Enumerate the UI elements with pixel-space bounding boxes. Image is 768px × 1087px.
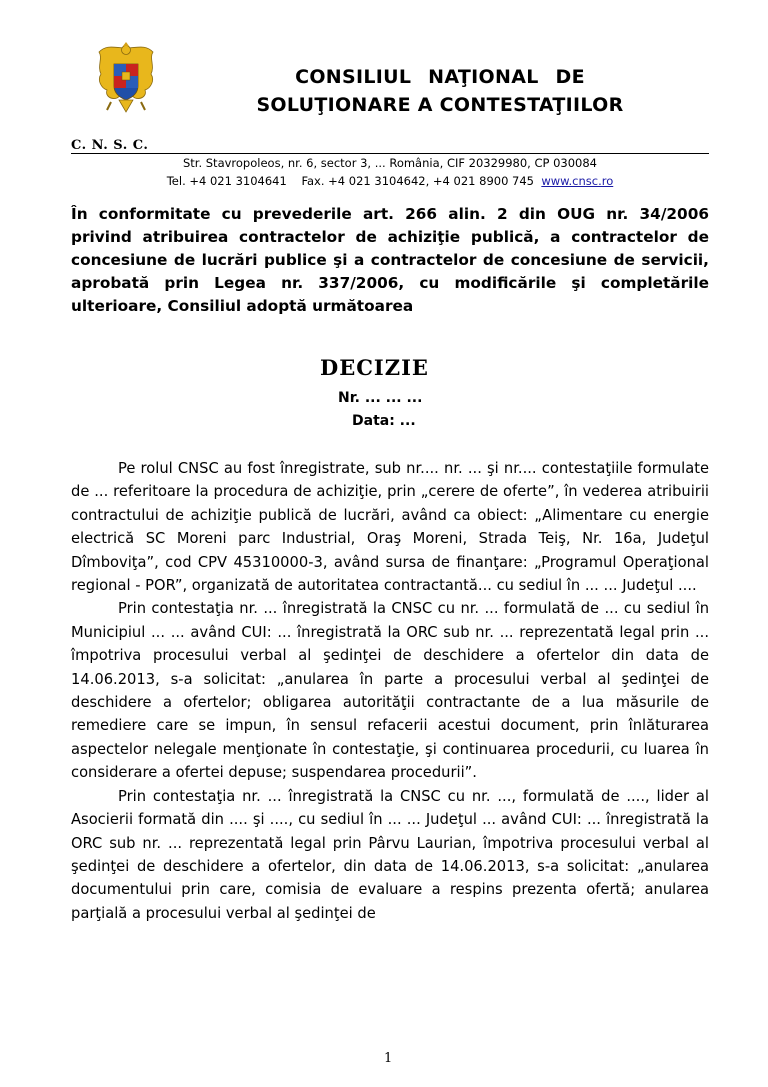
address-line: Str. Stavropoleos, nr. 6, sector 3, ... România, CIF 20329980, CP 030084 bbox=[182, 156, 598, 170]
website-link[interactable]: www.cnsc.ro bbox=[541, 174, 614, 188]
intro-paragraph: În conformitate cu prevederile art. 266 alin. 2 din OUG nr. 34/2006 privind atribuirea contractelor de achiziţie publică, a contractelor de concesiune de lucrări publice şi a contractelor de concesiune de servicii, aprobată prin Legea nr. 337/2006, cu modificările şi completările ulterioare, Consiliul adoptă următoarea bbox=[71, 205, 709, 315]
institution-abbreviation: C. N. S. C. bbox=[71, 138, 149, 153]
page-number: 1 bbox=[384, 1051, 393, 1066]
decision-body bbox=[71, 457, 709, 925]
header-divider bbox=[71, 153, 709, 154]
phone-text: Tel. +4 021 3104641 bbox=[166, 174, 287, 188]
decision-title: DECIZIE bbox=[320, 355, 429, 380]
institution-title-line2: SOLUŢIONARE A CONTESTAŢIILOR bbox=[256, 94, 624, 116]
romanian-coat-of-arms-icon bbox=[93, 42, 159, 120]
decision-number: Nr. ... ... ... bbox=[338, 390, 423, 406]
decision-date: Data: ... bbox=[352, 413, 416, 429]
body-paragraph: Pe rolul CNSC au fost înregistrate, sub nr.... nr. ... şi nr.... contestaţiile formulate de ... referitoare la procedura de achiziţie, prin „cerere de oferte”, în vederea atribuirii contractului de achiziţie publică de lucrări, având ca obiect: „Alimentare cu energie electrică SC Moreni parc Industrial, Oraş Moreni, Strada Teiş, Nr. 16a, Judeţul Dîmboviţa”, cod CPV 45310000-3, având sursa de finanţare: „Programul Operaţional regional - POR”, organizată de autoritatea contractantă... cu sediul în ... ... Judeţul .... bbox=[71, 460, 709, 595]
fax-text: Fax. +4 021 3104642, +4 021 8900 745 bbox=[301, 174, 535, 188]
institution-title-line1: CONSILIUL NAŢIONAL DE bbox=[295, 66, 585, 88]
body-paragraph: Prin contestaţia nr. ... înregistrată la CNSC cu nr. ..., formulată de ...., lider al Asocierii formată din .... şi ...., cu sediul în ... ... Judeţul ... având CUI: ... înregistrată la ORC sub nr. ... reprezentată legal prin Pârvu Laurian, împotriva procesului verbal al şedinţei de deschidere a ofertelor, din data de 14.06.2013, s-a solicitat: „anularea documentului prin care, comisia de evaluare a respins prezenta ofertă; anularea parţială a procesului verbal al şedinţei de bbox=[71, 787, 709, 922]
body-paragraph: Prin contestaţia nr. ... înregistrată la CNSC cu nr. ... formulată de ... cu sediul în Municipiul ... ... având CUI: ... înregistrată la ORC sub nr. ... reprezentată legal prin ... împotriva procesului verbal al şedinţei de deschidere a ofertelor din data de 14.06.2013, s-a solicitat: „anularea în parte a procesului verbal al şedinţei de deschidere a ofertelor; obligarea autorităţii contractante de a lua măsurile de remediere care se impun, în sensul refacerii acestui document, prin înlăturarea aspectelor nelegale menţionate în contestaţie, şi continuarea procedurii, cu luarea în considerare a ofertei depuse; suspendarea procedurii”. bbox=[71, 600, 709, 782]
contact-line bbox=[71, 174, 709, 188]
